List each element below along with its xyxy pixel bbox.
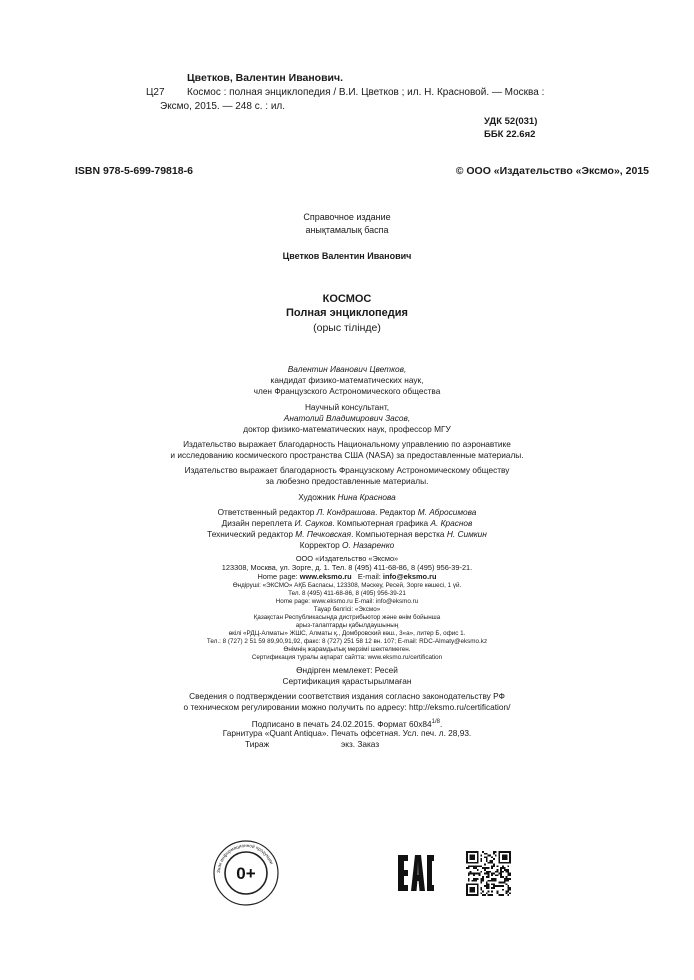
qr-module: [509, 874, 511, 876]
language-note: (орыс тілінде): [313, 322, 381, 334]
qr-module: [493, 887, 495, 889]
staff-name: Н. Симкин: [446, 529, 487, 539]
qr-module: [488, 880, 490, 882]
edition-type-kz: анықтамалық баспа: [305, 225, 389, 235]
qr-module: [477, 878, 479, 880]
age-rating-icon: [212, 839, 280, 907]
qr-module: [507, 885, 509, 887]
qr-module: [475, 878, 477, 880]
thanks-nasa-line2: и исследованию космического пространства США (NASA) за предоставленные материалы.: [170, 450, 524, 460]
qr-module: [502, 871, 504, 873]
author-name: Валентин Иванович Цветков,: [287, 364, 407, 374]
qr-module: [500, 874, 502, 876]
kz-validity: Өнімнің жарамдылық мерзімі шектелмеген.: [283, 646, 411, 653]
qr-module: [497, 871, 499, 873]
qr-module: [495, 871, 497, 873]
qr-module: [495, 885, 497, 887]
qr-module: [502, 885, 504, 887]
artist-credit: [0, 492, 694, 503]
qr-module: [507, 894, 509, 896]
artist-name: Нина Краснова: [337, 492, 396, 502]
qr-module: [482, 894, 484, 896]
qr-module: [507, 880, 509, 882]
qr-module: [475, 867, 477, 869]
qr-module: [491, 880, 493, 882]
kz-distributor-line1: Қазақстан Республикасында дистрибьютор және өнім бойынша: [253, 614, 441, 621]
staff-label: Технический редактор: [207, 529, 293, 539]
isbn: ISBN 978-5-699-79818-6: [75, 165, 193, 177]
qr-module: [471, 865, 473, 867]
print-signed: Подписано в печать 24.02.2015. Формат $60x84^{1/8}$.: [251, 718, 443, 729]
qr-module: [493, 853, 495, 855]
copyright-notice: © ООО «Издательство «Эксмо», 2015: [455, 165, 649, 177]
qr-code-image: [466, 851, 511, 896]
qr-module: [509, 892, 511, 894]
kz-distributor-line2: арыз-талаптарды қабылдаушының: [295, 622, 399, 629]
consultant-degree: доктор физико-математических наук, профессор МГУ: [243, 424, 451, 434]
qr-module: [500, 885, 502, 887]
conformity-line1: Сведения о подтверждении соответствия издания согласно законодательству РФ: [189, 691, 505, 701]
qr-module: [477, 873, 479, 875]
qr-module: [480, 871, 482, 873]
qr-module: [498, 873, 500, 875]
qr-module: [504, 880, 506, 882]
thanks-nasa-line1: Издательство выражает благодарность Национальному управлению по аэронавтике: [183, 439, 511, 449]
qr-module: [473, 878, 475, 880]
qr-module: [486, 883, 488, 885]
qr-module: [486, 892, 488, 894]
qr-module: [471, 880, 473, 882]
kz-certification-site: Сертификация туралы ақпарат сайтта: www.eksmo.ru/certification: [251, 654, 443, 661]
qr-module: [488, 855, 490, 857]
qr-module: [500, 894, 502, 896]
qr-module: [493, 883, 495, 885]
qr-module: [506, 883, 508, 885]
qr-module: [491, 874, 493, 876]
edition-type-ru: Справочное издание: [303, 212, 391, 222]
qr-module: [507, 891, 509, 893]
qr-module: [506, 869, 508, 871]
staff-proofreader: [0, 540, 694, 551]
qr-module: [500, 882, 502, 884]
qr-module: [502, 889, 504, 891]
qr-module: [486, 871, 488, 873]
qr-module: [488, 885, 490, 887]
qr-module: [493, 851, 495, 853]
qr-module: [479, 874, 481, 876]
qr-module: [475, 880, 477, 882]
bbk-code: ББК 22.6я2: [484, 129, 536, 140]
qr-module: [488, 874, 490, 876]
qr-module: [506, 876, 508, 878]
qr-module: [468, 865, 470, 867]
qr-module: [497, 891, 499, 893]
qr-module: [489, 855, 491, 857]
conformity-line2: о техническом регулировании можно получить по адресу: http://eksmo.ru/certification/: [183, 702, 511, 712]
qr-module: [507, 871, 509, 873]
print-signed-text: Подписано в печать 24.02.2015. Формат 60x84: [251, 718, 432, 729]
qr-module: [497, 892, 499, 894]
staff-name: Л. Кондрашова: [316, 507, 376, 517]
qr-module: [488, 894, 490, 896]
qr-module: [482, 876, 484, 878]
qr-module: [491, 867, 493, 869]
qr-module: [488, 887, 490, 889]
qr-module: [488, 867, 490, 869]
book-title: КОСМОС: [322, 293, 372, 305]
qr-module: [488, 862, 490, 864]
eac-icon: [396, 853, 436, 893]
staff-name: М. Абросимова: [417, 507, 477, 517]
qr-module: [480, 858, 482, 860]
qr-module: [468, 878, 470, 880]
print-typeface: Гарнитура «Quant Antiqua». Печать офсетная. Усл. печ. л. 28,93.: [222, 728, 472, 738]
qr-module: [509, 873, 511, 875]
qr-module: [500, 873, 502, 875]
qr-module: [497, 869, 499, 871]
qr-module: [491, 878, 493, 880]
qr-module: [495, 880, 497, 882]
qr-module: [507, 887, 509, 889]
qr-module: [493, 885, 495, 887]
catalog-code: Ц27: [146, 87, 165, 98]
kz-distributor-line3: өкілі «РДЦ-Алматы» ЖШС, Алматы қ., Домбровский көш., 3«а», литер Б, офис 1.: [228, 630, 466, 637]
qr-module: [473, 865, 475, 867]
qr-module: [480, 860, 482, 862]
qr-module: [491, 865, 493, 867]
qr-module: [491, 894, 493, 896]
consultant-name: Анатолий Владимирович Засов,: [283, 413, 411, 423]
qr-module: [491, 883, 493, 885]
qr-module: [477, 865, 479, 867]
qr-module: [479, 865, 481, 867]
qr-module: [480, 887, 482, 889]
artist-label: Художник: [298, 492, 336, 502]
qr-module: [493, 880, 495, 882]
qr-module: [495, 851, 497, 853]
qr-module: [480, 889, 482, 891]
book-subtitle: Полная энциклопедия: [286, 307, 408, 319]
qr-module: [489, 860, 491, 862]
eac-mark: [396, 853, 436, 893]
qr-module: [500, 869, 502, 871]
kz-home-page: Home page: www.eksmo.ru E-mail: info@eksmo.ru: [275, 598, 419, 605]
qr-module: [473, 873, 475, 875]
kz-manufacturer: Өндіруші: «ЭКСМО» АҚБ Баспасы, 123308, Мәскеу, Ресей, Зорге көшесі, 1 үй.: [232, 582, 462, 589]
qr-module: [504, 869, 506, 871]
age-rating-badge: [212, 839, 280, 907]
qr-module: [468, 874, 470, 876]
qr-module: [498, 882, 500, 884]
qr-module: [507, 865, 509, 867]
consultant-label: Научный консультант,: [304, 402, 390, 412]
qr-module: [480, 892, 482, 894]
qr-module: [495, 874, 497, 876]
staff-label: Корректор: [299, 540, 340, 550]
qr-module: [470, 871, 472, 873]
qr-module: [479, 873, 481, 875]
catalog-description-line1: Космос : полная энциклопедия / В.И. Цветков ; ил. Н. Красновой. — Москва :: [187, 87, 545, 98]
qr-module: [500, 876, 502, 878]
qr-module: [482, 878, 484, 880]
qr-module: [482, 880, 484, 882]
format-fraction: 1/8: [431, 719, 440, 725]
qr-module: [495, 855, 497, 857]
author-degree: кандидат физико-математических наук,: [270, 375, 424, 385]
author-membership: член Французского Астрономического общества: [253, 386, 441, 396]
publisher-address: 123308, Москва, ул. Зорге, д. 1. Тел. 8 (495) 411-68-86, 8 (495) 956-39-21.: [221, 563, 473, 572]
qr-module: [507, 874, 509, 876]
publisher-contacts: [0, 572, 694, 581]
qr-module: [491, 856, 493, 858]
kz-distributor-line4: Тел.: 8 (727) 2 51 59 89,90,91,92, факс: 8 (727) 251 58 12 вн. 107; E-mail: RDC-Almaty@eksmo.kz: [206, 638, 488, 645]
qr-module: [502, 865, 504, 867]
qr-module: [507, 869, 509, 871]
home-page-label: Home page:: [257, 572, 298, 581]
staff-label: Ответственный редактор: [217, 507, 315, 517]
qr-module: [486, 887, 488, 889]
qr-module: [486, 876, 488, 878]
qr-module: [484, 885, 486, 887]
qr-module: [484, 869, 486, 871]
qr-module: [480, 878, 482, 880]
qr-module: [493, 864, 495, 866]
qr-module: [491, 887, 493, 889]
country-of-origin: Өндірген мемлекет: Ресей: [296, 665, 398, 675]
qr-module: [502, 867, 504, 869]
qr-module: [482, 851, 484, 853]
qr-module: [477, 869, 479, 871]
qr-module: [493, 878, 495, 880]
qr-module: [480, 880, 482, 882]
qr-module: [489, 894, 491, 896]
certification-kz: Сертификация қарастырылмаған: [282, 676, 412, 686]
qr-module: [491, 860, 493, 862]
qr-module: [482, 891, 484, 893]
qr-module: [497, 874, 499, 876]
qr-module: [480, 882, 482, 884]
qr-module: [480, 855, 482, 857]
staff-editors: [0, 507, 694, 518]
qr-module: [506, 878, 508, 880]
qr-module: [504, 878, 506, 880]
qr-module: [488, 883, 490, 885]
catalog-author-heading: Цветков, Валентин Иванович.: [187, 72, 344, 84]
staff-name: А. Краснов: [430, 518, 473, 528]
staff-name: О. Назаренко: [342, 540, 395, 550]
qr-module: [475, 873, 477, 875]
qr-module: [489, 862, 491, 864]
qr-module: [468, 867, 470, 869]
kz-phones: Тел. 8 (495) 411-68-86, 8 (495) 956-39-21: [288, 590, 406, 597]
thanks-french-society-line1: Издательство выражает благодарность Французскому Астрономическому обществу: [184, 465, 510, 475]
qr-module: [470, 873, 472, 875]
qr-module: [486, 860, 488, 862]
qr-module: [486, 853, 488, 855]
qr-module: [495, 878, 497, 880]
qr-module: [498, 885, 500, 887]
qr-module: [498, 894, 500, 896]
qr-module: [507, 878, 509, 880]
qr-module: [486, 858, 488, 860]
edition-author: Цветков Валентин Иванович: [282, 251, 412, 261]
qr-module: [509, 889, 511, 891]
qr-module: [488, 891, 490, 893]
qr-module: [484, 856, 486, 858]
qr-module: [491, 891, 493, 893]
qr-module: [506, 892, 508, 894]
staff-label: . Компьютерная графика: [332, 518, 429, 528]
udk-code: УДК 52(031): [484, 116, 538, 127]
qr-module: [493, 858, 495, 860]
qr-module: [493, 873, 495, 875]
qr-module: [489, 871, 491, 873]
publisher-name: ООО «Издательство «Эксмо»: [295, 554, 399, 563]
qr-module: [506, 891, 508, 893]
qr-module: [509, 878, 511, 880]
qr-module: [502, 882, 504, 884]
qr-module: [473, 874, 475, 876]
qr-module: [468, 873, 470, 875]
qr-module: [470, 865, 472, 867]
staff-name: М. Печковская: [295, 529, 352, 539]
qr-module: [500, 867, 502, 869]
home-page-link[interactable]: www.eksmo.ru: [299, 572, 352, 581]
qr-module: [504, 882, 506, 884]
staff-name: И. Сауков: [294, 518, 333, 528]
qr-module: [488, 876, 490, 878]
staff-technical: [0, 529, 694, 540]
email-link[interactable]: info@eksmo.ru: [382, 572, 437, 581]
qr-module: [509, 887, 511, 889]
qr-module: [507, 873, 509, 875]
qr-module: [486, 885, 488, 887]
qr-module: [491, 862, 493, 864]
qr-module: [507, 889, 509, 891]
qr-module: [475, 865, 477, 867]
qr-module: [482, 867, 484, 869]
qr-module: [484, 864, 486, 866]
qr-module: [506, 880, 508, 882]
qr-module: [500, 871, 502, 873]
print-run-label: Тираж: [245, 739, 270, 749]
qr-module: [486, 873, 488, 875]
qr-module: [468, 880, 470, 882]
qr-code[interactable]: [466, 851, 511, 896]
qr-module: [502, 876, 504, 878]
qr-module: [489, 880, 491, 882]
staff-label: Дизайн переплета: [221, 518, 293, 528]
qr-module: [473, 880, 475, 882]
order-label: экз. Заказ: [341, 739, 380, 749]
qr-module: [504, 867, 506, 869]
catalog-description-line2: Эксмо, 2015. — 248 с. : ил.: [160, 101, 286, 112]
qr-module: [486, 856, 488, 858]
qr-module: [493, 865, 495, 867]
qr-module: [488, 873, 490, 875]
kz-trademark: Тауар белгісі: «Эксмо»: [313, 606, 381, 613]
qr-module: [471, 873, 473, 875]
age-rating-ring-text: Знак информационной продукции: [215, 842, 275, 874]
staff-label: . Компьютерная верстка: [351, 529, 445, 539]
qr-module: [484, 867, 486, 869]
qr-module: [486, 867, 488, 869]
qr-module: [497, 885, 499, 887]
qr-module: [466, 867, 468, 869]
qr-module: [497, 865, 499, 867]
age-rating-value: 0+: [236, 864, 256, 883]
staff-label: . Редактор: [375, 507, 416, 517]
email-label: E-mail:: [357, 572, 381, 581]
staff-design: [0, 518, 694, 529]
qr-module: [488, 871, 490, 873]
qr-module: [473, 867, 475, 869]
qr-module: [480, 865, 482, 867]
qr-module: [486, 882, 488, 884]
qr-module: [506, 871, 508, 873]
qr-module: [484, 873, 486, 875]
qr-module: [491, 873, 493, 875]
qr-module: [484, 853, 486, 855]
qr-module: [484, 894, 486, 896]
thanks-french-society-line2: за любезно предоставленные материалы.: [265, 476, 429, 486]
qr-module: [502, 894, 504, 896]
